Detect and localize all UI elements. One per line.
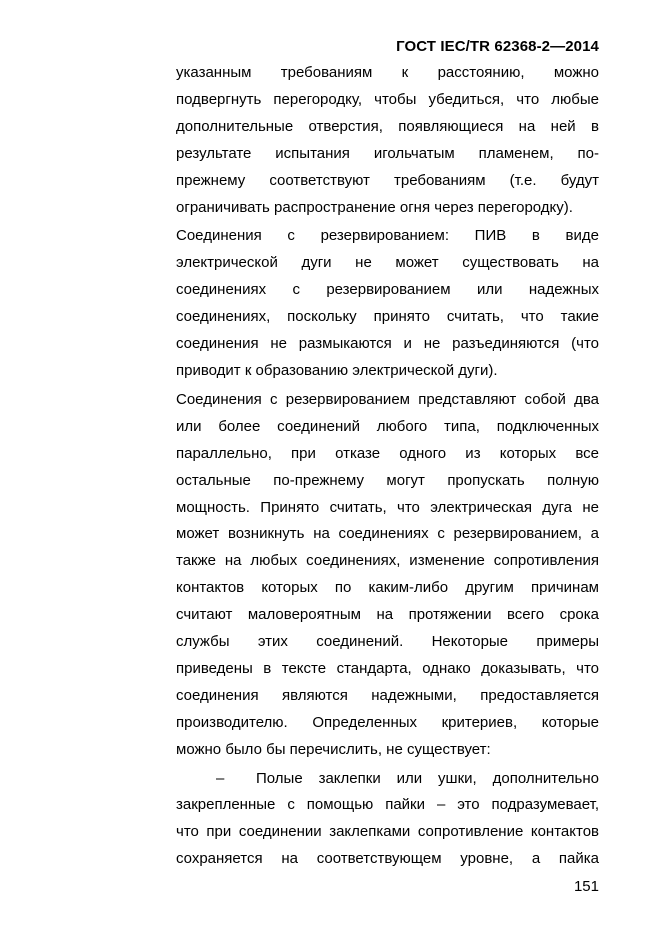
page-body xyxy=(176,60,599,873)
list-dash-marker: – xyxy=(216,769,225,787)
text-line: можно было бы перечислить, не существует: xyxy=(176,740,491,758)
text-line: прежнему соответствуют требованиям (т.е. будут xyxy=(176,171,599,189)
text-line: результате испытания игольчатым пламенем, по- xyxy=(176,144,599,162)
text-line: может возникнуть на соединениях с резервированием, а xyxy=(176,525,599,543)
text-line: параллельно, при отказе одного из которых все xyxy=(176,444,599,462)
text-line: службы этих соединений. Некоторые примеры xyxy=(176,633,599,651)
text-line: что при соединении заклепками сопротивление контактов xyxy=(176,823,599,841)
text-line: остальные по-прежнему могут пропускать полную xyxy=(176,471,599,489)
text-line: соединения являются надежными, предоставляется xyxy=(176,686,599,704)
text-line: приведены в тексте стандарта, однако доказывать, что xyxy=(176,659,599,677)
text-line: соединениях с резервированием или надежных xyxy=(176,281,599,299)
list-item xyxy=(176,766,599,874)
text-line: производителю. Определенных критериев, которые xyxy=(176,713,599,731)
list-item-text: Полые заклепки или ушки, дополнительно xyxy=(256,769,599,787)
text-line: электрической дуги не может существовать на xyxy=(176,254,599,272)
text-line: также на любых соединениях, изменение сопротивления xyxy=(176,552,599,570)
page-number: 151 xyxy=(573,878,599,895)
text-line: дополнительные отверстия, появляющиеся на ней в xyxy=(176,117,599,135)
text-line: считают маловероятным на протяжении всего срока xyxy=(176,606,599,624)
text-line: соединениях, поскольку принято считать, что такие xyxy=(176,308,599,326)
document-header: ГОСТ IEC/TR 62368-2—2014 xyxy=(396,38,599,55)
text-line: или более соединений любого типа, подключенных xyxy=(176,417,599,435)
text-line: закрепленные с помощью пайки – это подразумевает, xyxy=(176,796,599,814)
text-line: подвергнуть перегородку, чтобы убедиться, что любые xyxy=(176,90,599,108)
paragraph-1 xyxy=(176,60,599,221)
text-line: соединения не размыкаются и не разъединяются (что xyxy=(176,335,599,353)
paragraph-2 xyxy=(176,223,599,384)
text-line: Соединения с резервированием: ПИВ в виде xyxy=(176,227,599,245)
paragraph-3 xyxy=(176,387,599,764)
text-line: приводит к образованию электрической дуги). xyxy=(176,361,498,379)
text-line xyxy=(176,766,599,793)
text-line: сохраняется на соответствующем уровне, а пайка xyxy=(176,850,599,868)
text-line: контактов которых по каким-либо другим причинам xyxy=(176,579,599,597)
text-line: ограничивать распространение огня через перегородку). xyxy=(176,198,573,216)
text-line: Соединения с резервированием представляют собой два xyxy=(176,390,599,408)
text-line: указанным требованиям к расстоянию, можно xyxy=(176,64,599,81)
text-line: мощность. Принято считать, что электрическая дуга не xyxy=(176,498,599,516)
